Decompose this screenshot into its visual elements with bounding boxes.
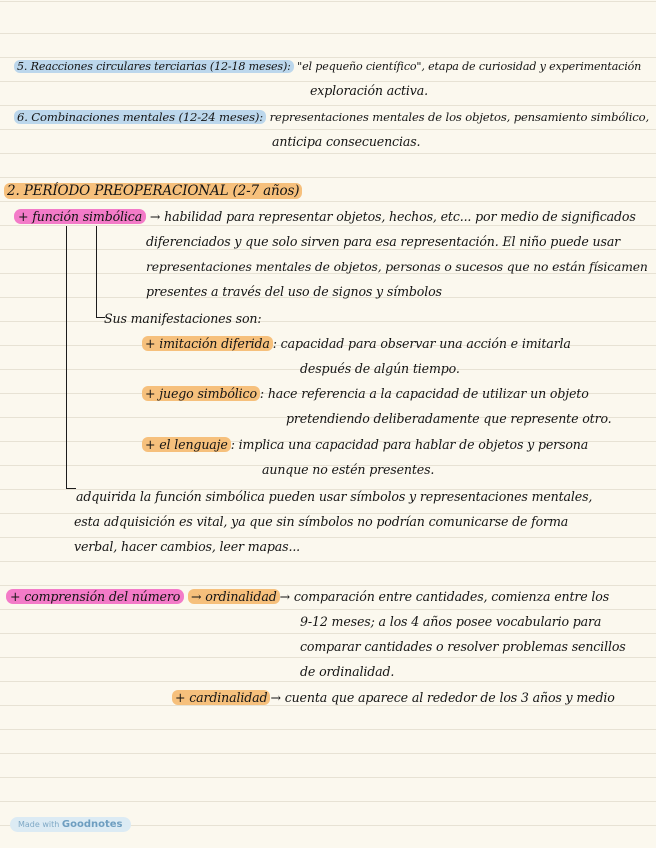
juego-label: + juego simbólico bbox=[142, 386, 260, 401]
stage5-title: 5. Reacciones circulares terciarias (12-18 meses): bbox=[14, 60, 294, 73]
lenguaje-line bbox=[142, 436, 588, 454]
stage6-line bbox=[14, 108, 649, 126]
adquirida-line-1: adquirida la función simbólica pueden usar símbolos y representaciones mentales, bbox=[76, 489, 593, 504]
adquirida-line-3: verbal, hacer cambios, leer mapas... bbox=[74, 539, 301, 554]
manifestaciones-heading: Sus manifestaciones son: bbox=[104, 311, 262, 326]
stage6-description: representaciones mentales de los objetos, pensamiento simbólico, bbox=[269, 110, 649, 124]
stage6-title: 6. Combinaciones mentales (12-24 meses): bbox=[14, 110, 266, 124]
goodnotes-badge bbox=[10, 817, 131, 832]
stage5-description-cont: exploración activa. bbox=[310, 83, 428, 98]
goodnotes-logo: Goodnotes bbox=[61, 819, 123, 830]
adquirida-line-2: esta adquisición es vital, ya que sin símbolos no podrían comunicarse de forma bbox=[74, 514, 569, 529]
lenguaje-description: : implica una capacidad para hablar de objetos y persona bbox=[230, 437, 589, 452]
juego-description-cont: pretendiendo deliberadamente que represente otro. bbox=[286, 411, 612, 426]
imitacion-description: : capacidad para observar una acción e imitarla bbox=[272, 336, 571, 351]
ordinalidad-line-2: 9-12 meses; a los 4 años posee vocabulario para bbox=[300, 614, 602, 629]
imitacion-label: + imitación diferida bbox=[142, 336, 273, 351]
bracket-line-outer bbox=[66, 226, 67, 489]
cardinalidad-line bbox=[172, 689, 615, 707]
numero-label: + comprensión del número bbox=[6, 589, 184, 604]
stage6-description-cont: anticipa consecuencias. bbox=[272, 134, 421, 149]
funcion-simbolica-line bbox=[14, 208, 636, 226]
period2-heading-line bbox=[4, 182, 302, 200]
funcion-simbolica-def-4: presentes a través del uso de signos y símbolos bbox=[146, 284, 442, 299]
funcion-simbolica-def-3: representaciones mentales de objetos, personas o sucesos que no están físicamen bbox=[146, 260, 648, 274]
numero-line bbox=[6, 588, 609, 606]
funcion-simbolica-label: + función simbólica bbox=[14, 209, 146, 224]
cardinalidad-label: + cardinalidad bbox=[172, 690, 270, 705]
funcion-simbolica-def-1: → habilidad para representar objetos, hechos, etc... por medio de significados bbox=[149, 209, 636, 224]
imitacion-line bbox=[142, 335, 571, 353]
funcion-simbolica-def-2: diferenciados y que solo sirven para esa representación. El niño puede usar bbox=[146, 234, 621, 249]
lenguaje-description-cont: aunque no estén presentes. bbox=[262, 462, 435, 477]
period2-heading: 2. PERÍODO PREOPERACIONAL (2-7 años) bbox=[4, 183, 302, 199]
stage5-description: "el pequeño científico", etapa de curiosidad y experimentación bbox=[297, 60, 642, 73]
cardinalidad-description: → cuenta que aparece al rededor de los 3 años y medio bbox=[270, 690, 615, 705]
ordinalidad-line-1: → comparación entre cantidades, comienza entre los bbox=[279, 589, 610, 604]
stage5-line bbox=[14, 58, 641, 76]
bracket-line-outer-tick bbox=[66, 488, 76, 489]
imitacion-description-cont: después de algún tiempo. bbox=[300, 361, 460, 376]
ordinalidad-line-3: comparar cantidades o resolver problemas sencillos bbox=[300, 639, 626, 654]
juego-line bbox=[142, 385, 589, 403]
ordinalidad-line-4: de ordinalidad. bbox=[300, 664, 395, 679]
juego-description: : hace referencia a la capacidad de utilizar un objeto bbox=[259, 386, 589, 401]
bracket-line-inner bbox=[96, 226, 97, 318]
lenguaje-label: + el lenguaje bbox=[142, 437, 231, 452]
made-with-text: Made with bbox=[18, 820, 60, 829]
ordinalidad-label: → ordinalidad bbox=[188, 589, 280, 604]
